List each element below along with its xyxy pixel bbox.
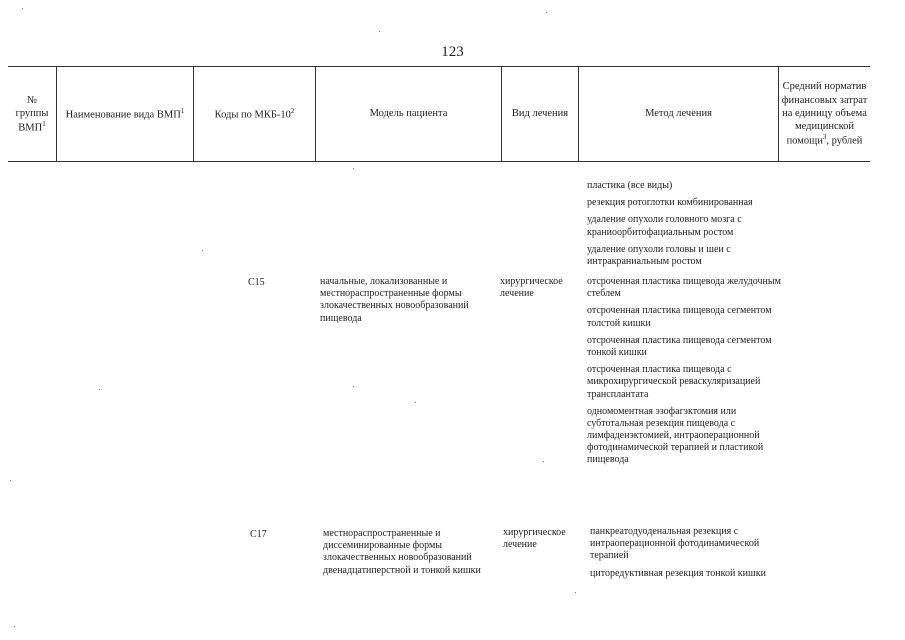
method-item: отсроченная пластика пищевода с микрохирургической реваскуляризацией трансплантата bbox=[587, 364, 761, 400]
row-c17-model: местнораспространенные и диссеминированные формы злокачественных новообразований двенадцатиперстной и тонкой кишки bbox=[323, 528, 481, 576]
header-vmp-name: Наименование вида ВМП$^1$ bbox=[65, 106, 185, 121]
method-item: отсроченная пластика пищевода сегментом толстой кишки bbox=[587, 305, 772, 329]
header-icd-codes: Коды по МКБ-$10^2$ bbox=[214, 106, 295, 121]
row-c15-methods bbox=[587, 276, 783, 472]
header-patient-model: Модель пациента bbox=[369, 108, 448, 120]
method-item: циторедуктивная резекция тонкой кишки bbox=[590, 567, 766, 579]
table-header bbox=[8, 66, 870, 162]
continued-methods-list bbox=[587, 180, 783, 273]
scan-speck bbox=[353, 386, 354, 387]
scan-speck bbox=[10, 480, 11, 481]
method-item: одномоментная эзофагэктомия или субтотальная резекция пищевода с лимфаденэктомией, интраоперационной фотодинамической терапией и пластикой пищевода bbox=[587, 405, 764, 466]
scan-speck bbox=[202, 250, 203, 251]
method-item: резекция ротоглотки комбинированная bbox=[587, 197, 753, 209]
scan-speck bbox=[22, 8, 23, 9]
method-item: удаление опухоли головного мозга с краниоорбитофациальным ростом bbox=[587, 214, 742, 238]
row-c15-code: C15 bbox=[248, 277, 265, 288]
scan-speck bbox=[546, 12, 547, 13]
method-item: панкреатодуоденальная резекция с интраоперационной фотодинамической терапией bbox=[590, 526, 760, 562]
row-c17-treatment: хирургическое лечение bbox=[503, 527, 566, 551]
scan-speck bbox=[14, 626, 15, 627]
row-c17-code: C17 bbox=[250, 529, 267, 540]
row-c17-methods bbox=[590, 526, 786, 585]
scan-speck bbox=[353, 168, 354, 169]
method-item: удаление опухоли головы и шеи с интракраниальным ростом bbox=[587, 243, 731, 267]
scan-speck bbox=[99, 389, 100, 390]
scan-speck bbox=[415, 402, 416, 403]
header-group-number: № группы ВМП$^1$ bbox=[15, 94, 49, 134]
scan-speck bbox=[379, 31, 380, 32]
row-c15-model: начальные, локализованные и местнораспространенные формы злокачественных новообразований пищевода bbox=[320, 276, 469, 324]
page-number: 123 bbox=[441, 44, 464, 60]
scan-speck bbox=[543, 461, 544, 462]
row-c15-treatment: хирургическое лечение bbox=[500, 276, 563, 300]
method-item: отсроченная пластика пищевода желудочным стеблем bbox=[587, 276, 781, 300]
header-treatment-method: Метод лечения bbox=[645, 108, 712, 120]
method-item: отсроченная пластика пищевода сегментом тонкой кишки bbox=[587, 334, 772, 358]
method-item: пластика (все виды) bbox=[587, 180, 673, 191]
header-financial-norm: Средний норматив финансовых затрат на единицу объема медицинской помощи$^3$, рублей bbox=[781, 81, 868, 147]
header-treatment-type: Вид лечения bbox=[511, 108, 569, 120]
scan-speck bbox=[575, 592, 576, 593]
